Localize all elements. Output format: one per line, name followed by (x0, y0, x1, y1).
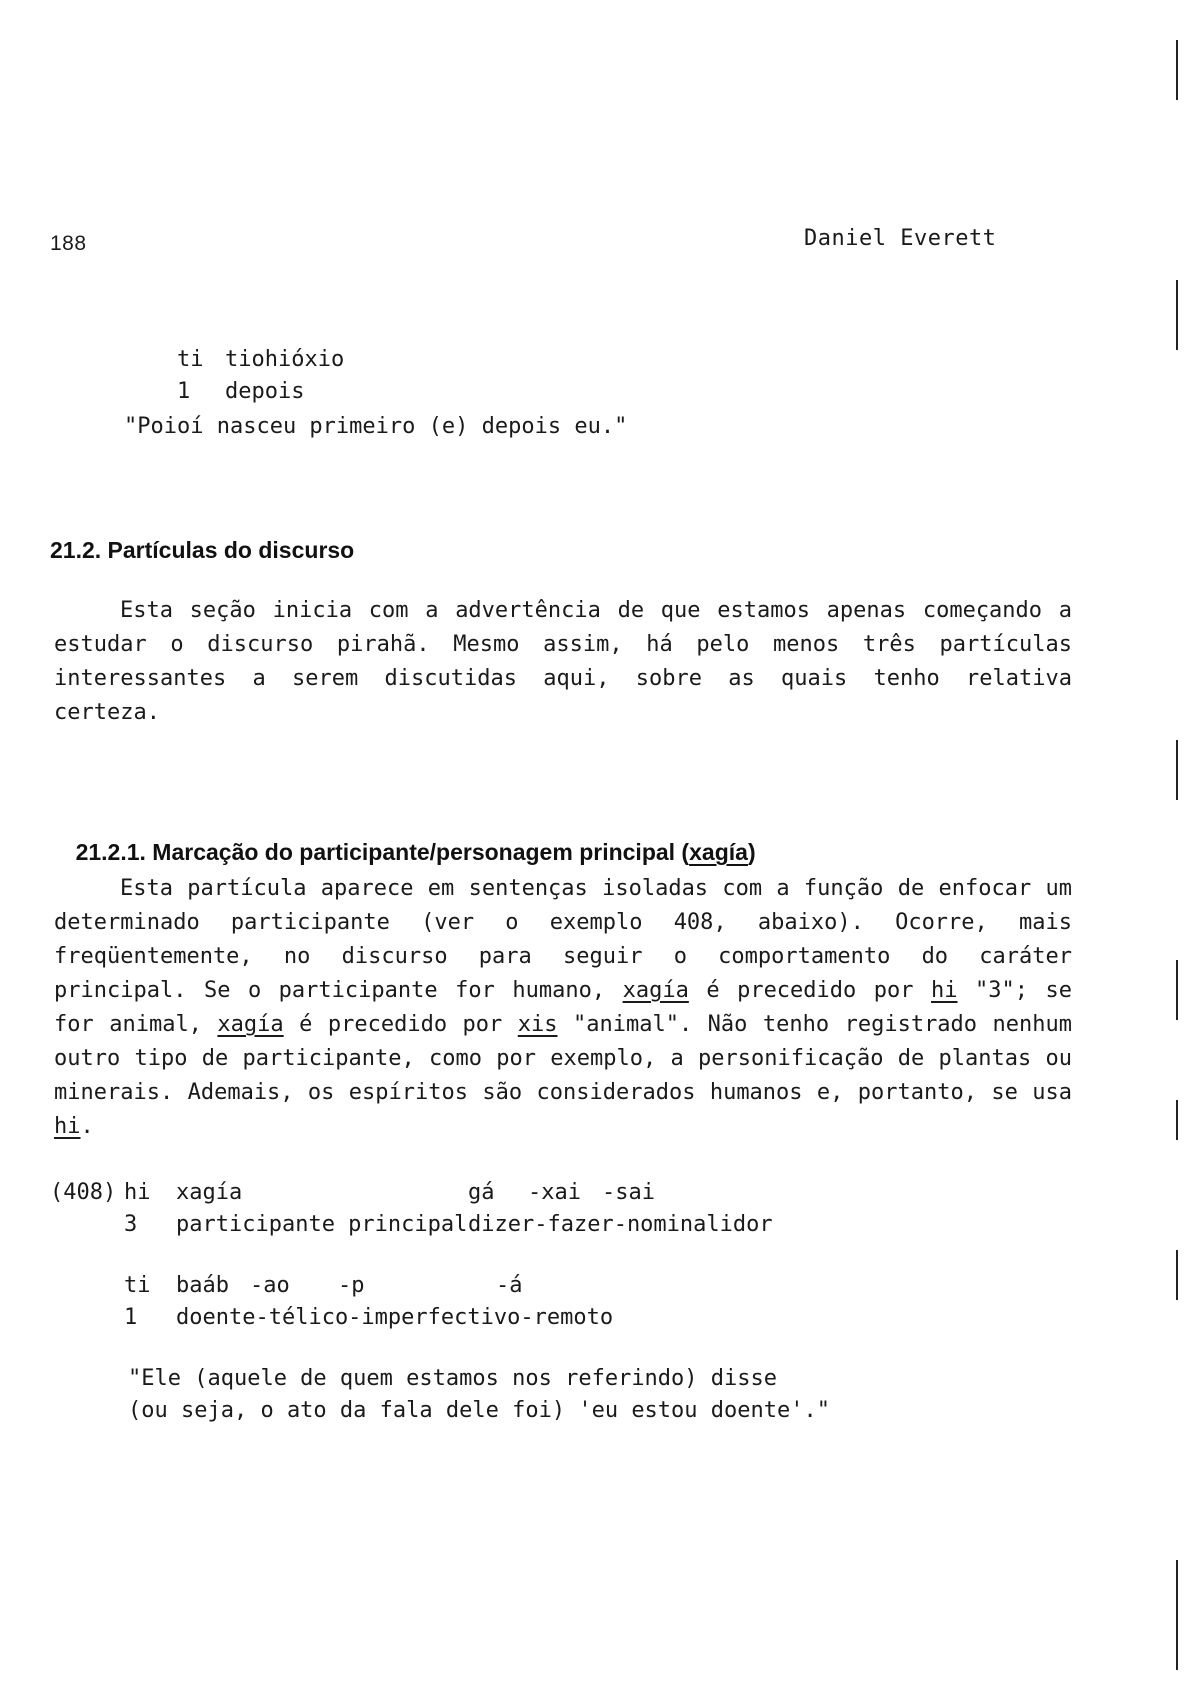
morpheme: hi (124, 1180, 151, 1205)
paragraph-text: Esta seção inicia com a advertência de que estamos apenas começando a estudar o discurso pirahã. Mesmo assim, há pelo menos três partículas interessantes a serem discutidas aqui, sobre as quais tenho relativa certeza. (54, 598, 1072, 725)
morpheme: ti (124, 1273, 151, 1298)
heading-text: 21.2.1. Marcação do participante/personagem principal ( (75, 839, 690, 865)
paragraph-text: . (80, 1114, 94, 1139)
morpheme: xagía (176, 1180, 243, 1205)
morpheme: tiohióxio (224, 347, 345, 372)
scan-edge-mark (1176, 1560, 1178, 1670)
morpheme: -ao (250, 1273, 290, 1298)
gloss: 1 (176, 379, 191, 404)
paragraph-text: "3"; se for animal, (54, 978, 1073, 1037)
paragraph-text: Esta partícula aparece em sentenças isoladas com a função de enfocar um determinado participante (ver o exemplo 408, abaixo). Ocorre, mais freqüentemente, no discurso para seguir o comportamento do caráter principal. Se o participante for humano, (54, 876, 1072, 1003)
paragraph-text: é precedido por (283, 1012, 518, 1037)
morpheme: ti (176, 347, 204, 372)
scan-edge-mark (1176, 1250, 1178, 1300)
scan-edge-mark (1176, 280, 1178, 350)
morpheme: gá (468, 1180, 495, 1205)
gloss: dizer-fazer-nominalidor (468, 1212, 773, 1237)
paragraph-text: é precedido por (688, 978, 932, 1003)
page-number: 188 (50, 232, 87, 255)
example-number: (408) (50, 1180, 117, 1205)
term-xis: xis (517, 1012, 558, 1037)
term-xagia: xagía (217, 1012, 284, 1037)
example-translation: "Ele (aquele de quem estamos nos referindo) disse (128, 1366, 778, 1391)
paragraph-text: "animal". Não tenho registrado nenhum outro tipo de participante, como por exemplo, a personificação de plantas ou minerais. Ademais, os espíritos são considerados humanos e, portanto, se usa (54, 1012, 1072, 1105)
term-hi: hi (54, 1114, 81, 1139)
morpheme: -xai (528, 1180, 581, 1205)
morpheme: baáb (176, 1273, 229, 1298)
term-xagia: xagía (622, 978, 689, 1003)
scan-edge-mark (1176, 740, 1178, 800)
gloss: 3 (124, 1212, 138, 1237)
subsection-paragraph (54, 872, 1072, 1144)
morpheme: -p (338, 1273, 365, 1298)
scan-edge-mark (1176, 1100, 1178, 1140)
section-paragraph (54, 594, 1072, 730)
gloss: depois (224, 379, 305, 404)
top-example-translation: "Poioí nasceu primeiro (e) depois eu." (124, 414, 628, 439)
section-heading: 21.2. Partículas do discurso (50, 537, 355, 563)
term-hi: hi (931, 978, 958, 1003)
morpheme: -sai (602, 1180, 655, 1205)
scan-edge-mark (1176, 40, 1178, 100)
running-head: Daniel Everett (804, 226, 997, 251)
gloss: doente-télico-imperfectivo-remoto (176, 1305, 614, 1330)
gloss: participante principal (176, 1212, 468, 1237)
example-translation: (ou seja, o ato da fala dele foi) 'eu estou doente'." (128, 1398, 830, 1423)
gloss: 1 (124, 1305, 138, 1330)
morpheme: -á (496, 1273, 523, 1298)
heading-term: xagía (689, 839, 748, 865)
heading-close: ) (747, 839, 756, 865)
scan-edge-mark (1176, 960, 1178, 1020)
